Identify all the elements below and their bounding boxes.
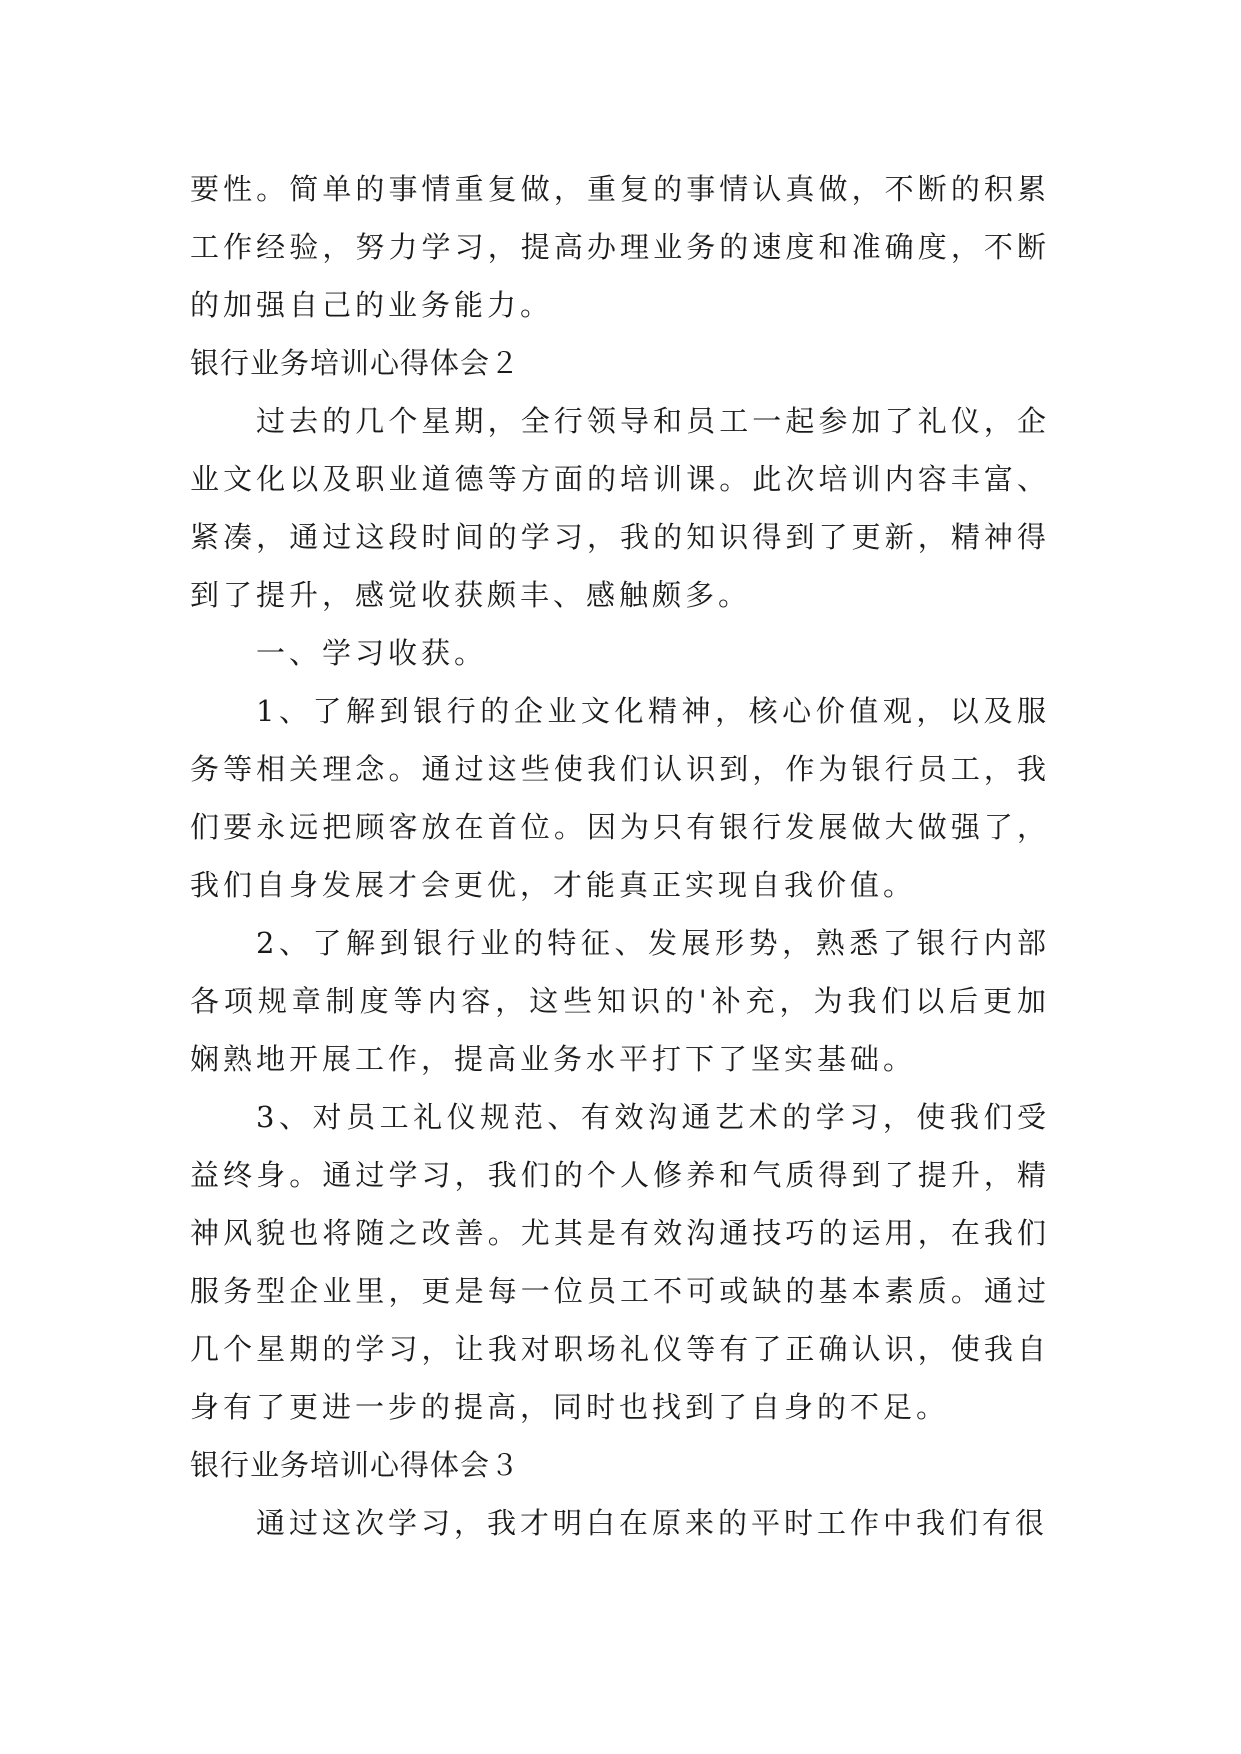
paragraph-intro: 过去的几个星期，全行领导和员工一起参加了礼仪，企业文化以及职业道德等方面的培训课。此次培训内容丰富、紧凑，通过这段时间的学习，我的知识得到了更新，精神得到了提升，感觉收获颇丰、感触颇多。: [190, 404, 1050, 612]
paragraph-item-3: 3、对员工礼仪规范、有效沟通艺术的学习，使我们受益终身。通过学习，我们的个人修养和气质得到了提升，精神风貌也将随之改善。尤其是有效沟通技巧的运用，在我们服务型企业里，更是每一位员工不可或缺的基本素质。通过几个星期的学习，让我对职场礼仪等有了正确认识，使我自身有了更进一步的提高，同时也找到了自身的不足。: [190, 1100, 1050, 1424]
paragraph-item-1: 1、了解到银行的企业文化精神，核心价值观，以及服务等相关理念。通过这些使我们认识到，作为银行员工，我们要永远把顾客放在首位。因为只有银行发展做大做强了，我们自身发展才会更优，才能真正实现自我价值。: [190, 694, 1050, 902]
paragraph-final: 通过这次学习，我才明白在原来的平时工作中我们有很: [256, 1506, 1049, 1540]
paragraph-item-2: 2、了解到银行业的特征、发展形势，熟悉了银行内部各项规章制度等内容，这些知识的'补充，为我们以后更加娴熟地开展工作，提高业务水平打下了坚实基础。: [190, 926, 1050, 1076]
document-body: [190, 160, 1050, 1552]
section-heading-2: 银行业务培训心得体会２: [190, 346, 521, 380]
section-heading-3: 银行业务培训心得体会３: [190, 1448, 521, 1482]
paragraph-continuation: 要性。简单的事情重复做，重复的事情认真做，不断的积累工作经验，努力学习，提高办理业务的速度和准确度，不断的加强自己的业务能力。: [190, 172, 1050, 322]
paragraph-subheading: 一、学习收获。: [256, 636, 488, 670]
